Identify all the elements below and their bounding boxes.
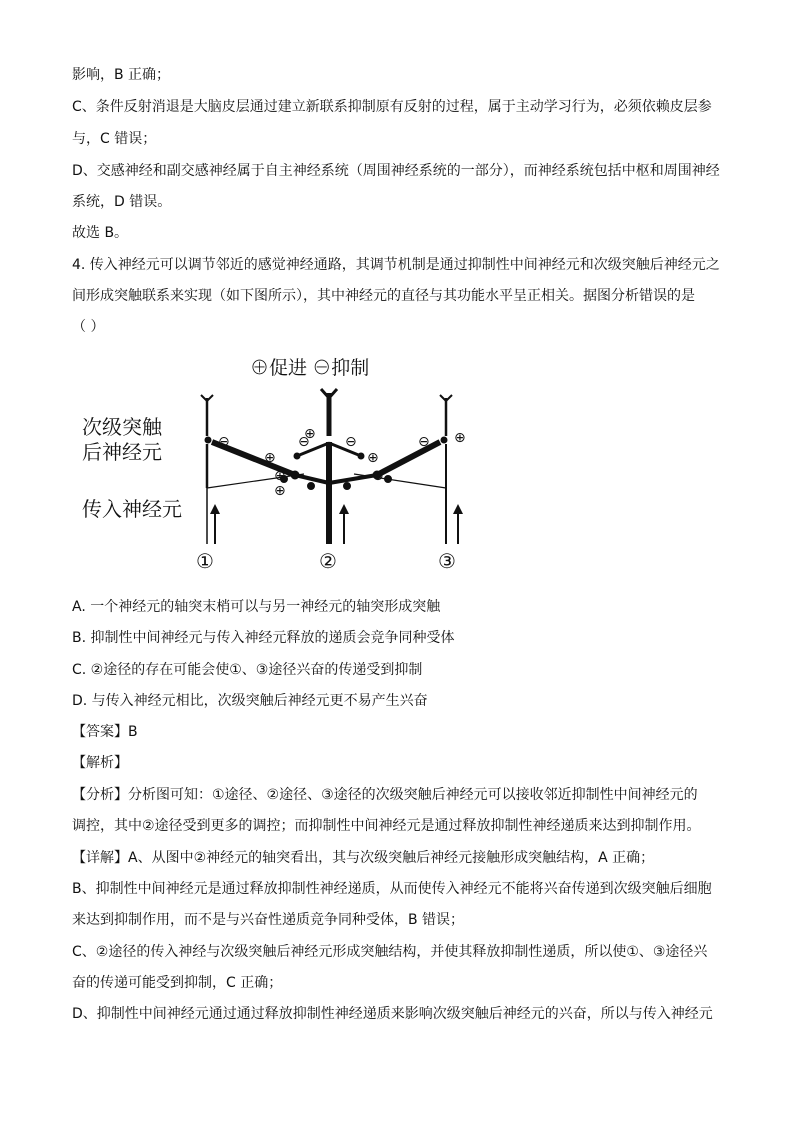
input-arrows xyxy=(210,504,463,544)
answer-blank: （ ） xyxy=(72,319,105,335)
arrowhead-3 xyxy=(453,504,463,514)
minus-sign: ⊖ xyxy=(298,434,310,450)
analysis-line: C、②途径的传入神经与次级突触后神经元形成突触结构，并使其释放抑制性递质，所以使①、③途径兴 xyxy=(72,944,708,960)
plus-sign: ⊕ xyxy=(264,450,276,466)
label-postsynaptic-2: 后神经元 xyxy=(82,442,162,464)
postsynaptic-neurons xyxy=(201,389,452,436)
text-line: D、交感神经和副交感神经属于自主神经系统（周围神经系统的一部分），而神经系统包括中枢和周围神经 xyxy=(72,163,720,179)
label-afferent: 传入神经元 xyxy=(82,499,182,521)
text-line: 与，C 错误； xyxy=(72,131,157,147)
analysis-line: 来达到抑制作用，而不是与兴奋性递质竞争同种受体，B 错误； xyxy=(72,912,465,928)
text-line: 系统，D 错误。 xyxy=(72,194,172,210)
interneuron-right xyxy=(377,442,440,475)
label-postsynaptic-1: 次级突触 xyxy=(82,417,162,439)
analysis-line: 【详解】A、从图中②神经元的轴突看出，其与次级突触后神经元接触形成突触结构，A 正确； xyxy=(72,850,655,866)
plus-sign: ⊕ xyxy=(372,468,384,484)
synapse-dot xyxy=(344,483,351,490)
arrowhead-2 xyxy=(339,504,349,514)
legend: ⊕促进 ⊖抑制 xyxy=(250,358,370,379)
analysis-line: 【分析】分析图可知：①途径、②途径、③途径的次级突触后神经元可以接收邻近抑制性中间神经元的 xyxy=(72,787,698,803)
option-a: A. 一个神经元的轴突末梢可以与另一神经元的轴突形成突触 xyxy=(72,599,441,615)
pathway-3-label: ③ xyxy=(438,549,456,573)
analysis-line: B、抑制性中间神经元是通过释放抑制性神经递质，从而使传入神经元不能将兴奋传递到次级突触后细胞 xyxy=(72,881,712,897)
plus-sign: ⊕ xyxy=(367,450,379,466)
analysis-heading: 【解析】 xyxy=(72,755,128,771)
branch-to-right-interneuron xyxy=(329,475,377,483)
synapse-dot xyxy=(441,437,447,443)
plus-sign: ⊕ xyxy=(304,426,316,442)
neuron-diagram-svg xyxy=(72,348,492,580)
analysis-line: 奋的传递可能受到抑制，C 正确； xyxy=(72,975,283,991)
question-stem: 4. 传入神经元可以调节邻近的感觉神经通路，其调节机制是通过抑制性中间神经元和次级突触后神经元之 xyxy=(72,257,720,273)
analysis-line: D、抑制性中间神经元通过通过释放抑制性神经递质来影响次级突触后神经元的兴奋，所以与传入神经元 xyxy=(72,1006,713,1022)
option-b: B. 抑制性中间神经元与传入神经元释放的递质会竞争同种受体 xyxy=(72,630,455,646)
synapse-dot xyxy=(358,453,364,459)
option-c: C. ②途径的存在可能会使①、③途径兴奋的传递受到抑制 xyxy=(72,662,423,678)
neuron-diagram xyxy=(72,348,492,580)
plus-sign: ⊕ xyxy=(274,483,286,499)
minus-sign: ⊖ xyxy=(418,434,430,450)
text-line: 影响，B 正确； xyxy=(72,67,171,83)
option-d: D. 与传入神经元相比，次级突触后神经元更不易产生兴奋 xyxy=(72,693,428,709)
pathway-2-label: ② xyxy=(319,549,337,573)
answer-label: 【答案】B xyxy=(72,724,138,740)
synapse-dot xyxy=(205,437,211,443)
signs xyxy=(218,426,466,499)
minus-sign: ⊖ xyxy=(218,434,230,450)
question-stem: 间形成突触联系来实现（如下图所示），其中神经元的直径与其功能水平呈正相关。据图分析错误的是 xyxy=(72,288,695,304)
branch-to-left-interneuron xyxy=(295,475,329,483)
synapse-dot xyxy=(294,453,300,459)
text-line: C、条件反射消退是大脑皮层通过建立新联系抑制原有反射的过程，属于主动学习行为，必须依赖皮层参 xyxy=(72,99,712,115)
text-line: 故选 B。 xyxy=(72,225,129,241)
minus-sign: ⊖ xyxy=(345,434,357,450)
synapse-dot xyxy=(308,483,315,490)
arrowhead-1 xyxy=(210,504,220,514)
branch-left-thin xyxy=(207,474,304,488)
plus-sign: ⊕ xyxy=(454,430,466,446)
pathway-1-label: ① xyxy=(196,549,214,573)
synapse-dot xyxy=(385,476,392,483)
plus-sign: ⊕ xyxy=(274,468,286,484)
synapse-dot xyxy=(291,471,299,479)
analysis-line: 调控，其中②途径受到更多的调控；而抑制性中间神经元是通过释放抑制性神经递质来达到抑制作用。 xyxy=(72,818,701,834)
